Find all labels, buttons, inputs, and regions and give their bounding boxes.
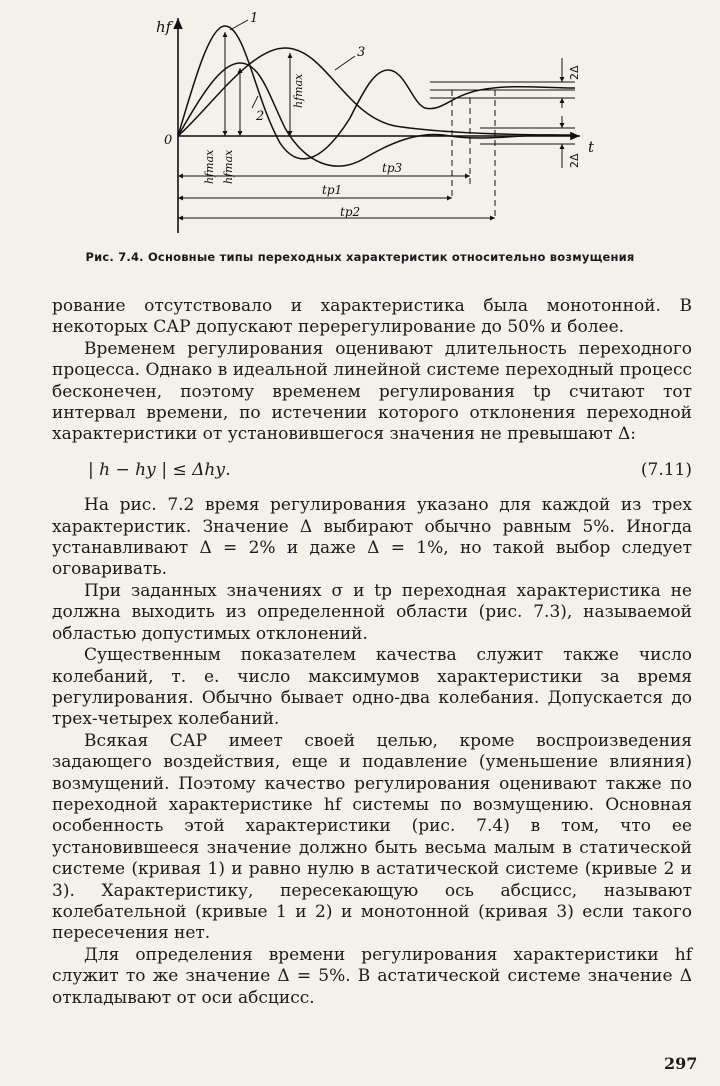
formula: | h − hу | ≤ Δhу. (88, 459, 231, 480)
curve-2 (178, 63, 575, 166)
equation-7-11 (52, 460, 692, 481)
paragraph: Существенным показателем качества служит также число колебаний, т. е. число максимумов характеристики за время регулирования. Обычно бывает одно-два колебания. Допускается до трех-четырех колебаний. (52, 645, 692, 730)
figure-7-4 (150, 8, 610, 248)
paragraph: Временем регулирования оценивают длительность переходного процесса. Однако в идеальной линейной системе переходный процесс бесконечен, поэтому временем регулирования tр считают тот интервал времени, по истечении которого отклонения переходной характеристики от установившегося значения не превышают Δ: (52, 338, 692, 445)
delta-bottom-label: 2Δ (568, 153, 581, 168)
paragraph: Для определения времени регулирования характеристики hf служит то же значение Δ = 5%. В астатической системе значение Δ откладывают от оси абсцисс. (52, 944, 692, 1008)
y-axis-label: hf (156, 18, 172, 36)
delta-top-label: 2Δ (568, 65, 581, 80)
settling-time-markers (452, 90, 495, 218)
paragraph: При заданных значениях σ и tр переходная характеристика не должна выходить из определенной области (рис. 7.3), называемой областью допустимых отклонений. (52, 580, 692, 644)
page-number: 297 (664, 1054, 698, 1073)
tp3-label: tp3 (382, 161, 403, 175)
hfmax-label-b: hfmax (222, 149, 235, 184)
curve-3-label: 3 (357, 45, 366, 60)
figure-caption: Рис. 7.4. Основные типы переходных характеристик относительно возмущения (85, 250, 635, 264)
curve-1-label: 1 (250, 11, 259, 26)
equation-number: (7.11) (640, 459, 692, 480)
curve-3 (178, 48, 575, 136)
hfmax-label-c: hfmax (292, 73, 305, 108)
transient-response-plot (150, 8, 610, 248)
paragraph: рование отсутствовало и характеристика была монотонной. В некоторых САР допускают перерегулирование до 50% и более. (52, 296, 692, 338)
paragraph: На рис. 7.2 время регулирования указано для каждой из трех характеристик. Значение Δ выбирают обычно равным 5%. Иногда устанавливают Δ = 2% и даже Δ = 1%, но такой выбор следует оговаривать. (52, 495, 692, 580)
paragraph: Всякая САР имеет своей целью, кроме воспроизведения задающего воздействия, еще и подавление (уменьшение влияния) возмущений. Поэтому качество регулирования оценивают также по переходной характеристике hf системы по возмущению. Основная особенность этой характеристики (рис. 7.4) в том, что ее установившееся значение должно быть весьма малым в статической системе (кривая 1) и равно нулю в астатической системе (кривые 2 и 3). Характеристику, пересекающую ось абсцисс, называют колебательной (кривые 1 и 2) и монотонной (кривая 3) если такого пересечения нет. (52, 730, 692, 944)
curve-2-label: 2 (256, 109, 265, 124)
tp1-label: tp1 (322, 183, 343, 197)
x-axis-label: t (588, 138, 595, 156)
origin-label: 0 (164, 133, 173, 148)
body-text (52, 296, 692, 1009)
curve-1 (178, 26, 575, 159)
tp2-label: tp2 (340, 205, 361, 219)
hfmax-label-a: hfmax (203, 149, 216, 184)
